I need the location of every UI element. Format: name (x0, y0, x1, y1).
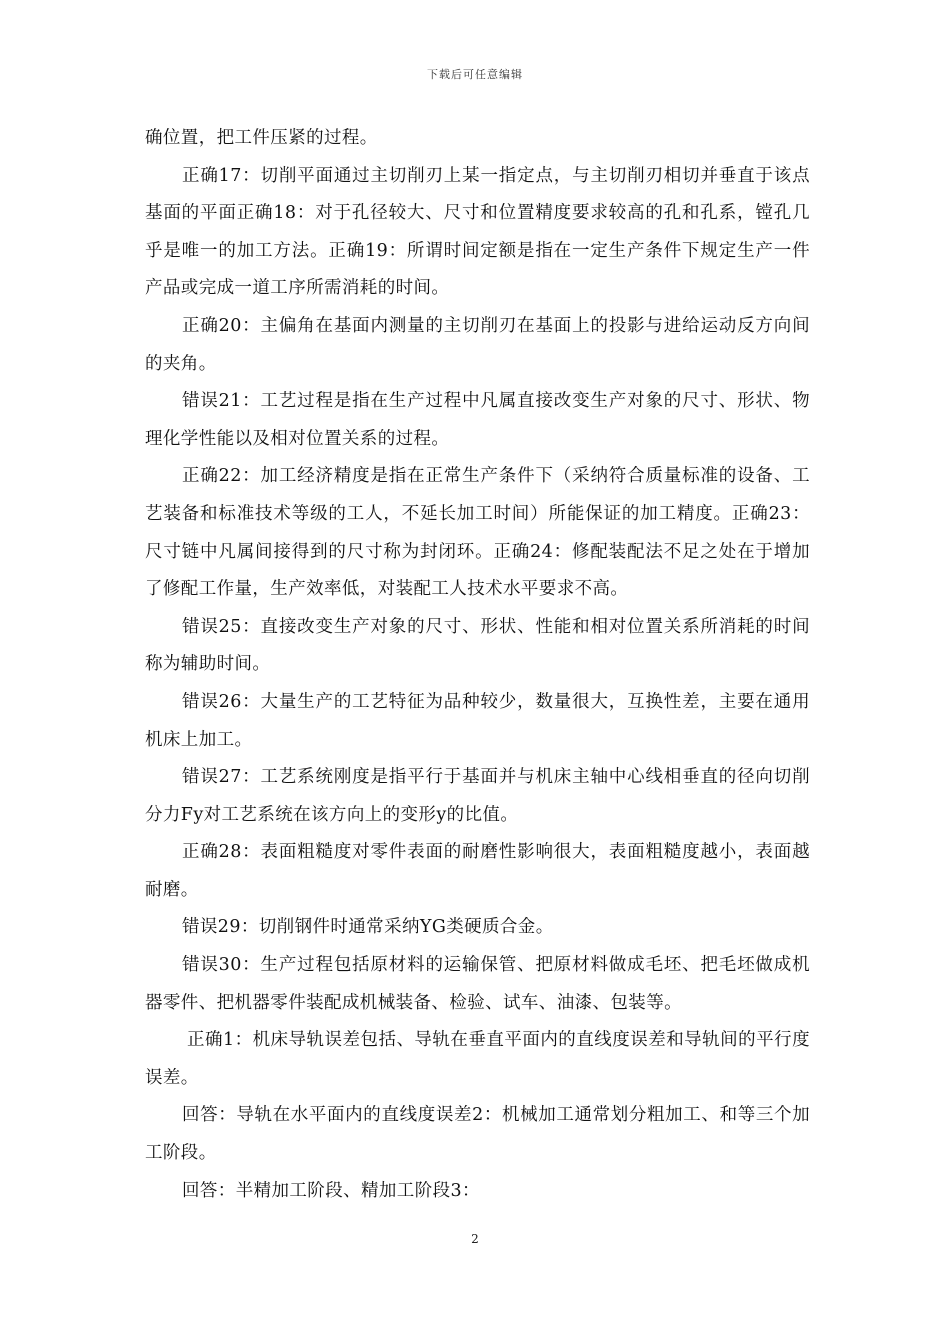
paragraph-9: 错误29：切削钢件时通常采纳YG类硬质合金。 (182, 917, 554, 938)
paragraph-3: 错误21：工艺过程是指在生产过程中凡属直接改变生产对象的尺寸、形状、物理化学性能以及相对位置关系的过程。 (145, 391, 810, 449)
paragraph-10: 错误30：生产过程包括原材料的运输保管、把原材料做成毛坯、把毛坯做成机器零件、把机器零件装配成机械装备、检验、试车、油漆、包装等。 (145, 955, 810, 1013)
paragraph-13: 回答：半精加工阶段、精加工阶段3： (182, 1180, 480, 1201)
paragraph-8: 正确28：表面粗糙度对零件表面的耐磨性影响很大，表面粗糙度越小，表面越耐磨。 (145, 842, 810, 900)
paragraph-6: 错误26：大量生产的工艺特征为品种较少，数量很大，互换性差，主要在通用机床上加工。 (145, 691, 810, 750)
paragraph-7: 错误27：工艺系统刚度是指平行于基面并与机床主轴中心线相垂直的径向切削分力Fy对工艺系统在该方向上的变形y的比值。 (145, 767, 810, 825)
paragraph-4: 正确22：加工经济精度是指在正常生产条件下（采纳符合质量标准的设备、工艺装备和标准技术等级的工人，不延长加工时间）所能保证的加工精度。正确23：尺寸链中凡属间接得到的尺寸称为封闭环。正确24：修配装配法不足之处在于增加了修配工作量，生产效率低，对装配工人技术水平要求不高。 (145, 466, 810, 600)
page-header: 下载后可任意编辑 (427, 68, 523, 81)
paragraph-5: 错误25：直接改变生产对象的尺寸、形状、性能和相对位置关系所消耗的时间称为辅助时间。 (145, 616, 810, 675)
paragraph-0: 确位置，把工件压紧的过程。 (145, 128, 378, 148)
paragraph-1: 正确17：切削平面通过主切削刃上某一指定点，与主切削刃相切并垂直于该点基面的平面正确18：对于孔径较大、尺寸和位置精度要求较高的孔和孔系，镗孔几乎是唯一的加工方法。正确19：所谓时间定额是指在一定生产条件下规定生产一件产品或完成一道工序所需消耗的时间。 (145, 165, 810, 299)
paragraph-2: 正确20：主偏角在基面内测量的主切削刃在基面上的投影与进给运动反方向间的夹角。 (145, 315, 810, 374)
page-number: 2 (471, 1232, 479, 1246)
paragraph-11: 正确1：机床导轨误差包括、导轨在垂直平面内的直线度误差和导轨间的平行度误差。 (145, 1030, 810, 1088)
document-body (145, 120, 810, 1210)
paragraph-12: 回答：导轨在水平面内的直线度误差2：机械加工通常划分粗加工、和等三个加工阶段。 (145, 1105, 810, 1164)
